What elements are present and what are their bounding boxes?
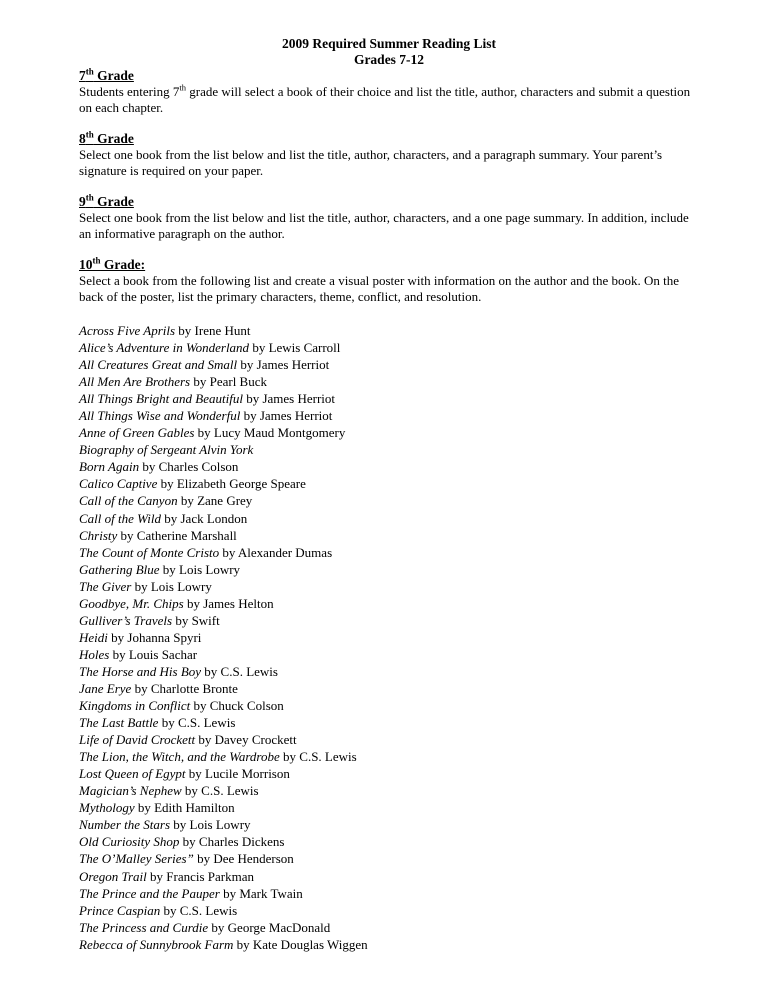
book-author: by Charlotte Bronte [131,680,238,696]
book-list-item [79,902,699,919]
grade-suffix: th [179,82,187,93]
book-title: Jane Erye [79,680,132,696]
book-title: The O’Malley Series” [79,851,194,867]
book-author: by Davey Crockett [195,732,297,748]
book-title: Biography of Sergeant Alvin York [79,442,254,458]
grade-number: 8 [79,131,86,146]
book-title: The Prince and the Pauper [79,885,220,901]
book-list-item [79,492,699,509]
book-title: Across Five Aprils [79,323,176,338]
book-list-item [79,833,699,850]
book-author: by Francis Parkman [146,868,255,884]
book-title: Heidi [79,629,108,645]
book-list-item [79,441,699,458]
book-list-item [79,765,699,782]
book-title: Born Again [79,459,140,475]
book-list-item [79,561,699,578]
book-list-item [79,697,699,714]
section-grade-8 [79,131,699,179]
book-author: by C.S. Lewis [160,902,238,918]
grade-label: Grade [93,131,134,146]
grade-8-heading [79,131,699,147]
book-list-item [79,407,699,424]
book-title: Anne of Green Gables [79,425,195,441]
book-title: Magician’s Nephew [79,783,182,799]
book-title: Prince Caspian [79,902,161,918]
book-author: by C.S. Lewis [181,783,259,799]
grade-number: 7 [79,68,86,83]
book-title: Lost Queen of Egypt [79,766,186,782]
book-title: Christy [79,527,118,543]
grade-9-instructions: Select one book from the list below and list the title, author, characters, and a one page summary. In addition, include an informative paragraph on the author. [79,210,689,241]
book-author: by Alexander Dumas [219,544,333,560]
book-list-item [79,646,699,663]
book-list-item [79,510,699,527]
grade-9-heading [79,194,699,210]
book-author: by George MacDonald [208,919,331,935]
book-title: The Last Battle [79,715,159,731]
book-list-item [79,424,699,441]
book-list-item [79,373,699,390]
book-list-item [79,578,699,595]
book-list-item [79,356,699,373]
book-author: by Kate Douglas Wiggen [233,936,368,952]
book-list-item [79,339,699,356]
book-title: Old Curiosity Shop [79,834,180,850]
book-author: by James Herriot [240,408,333,424]
book-author: by Louis Sachar [109,646,198,662]
title-block [79,36,699,68]
page-title: 2009 Required Summer Reading List [281,36,497,51]
grade-7-instructions [79,84,699,116]
book-title: All Things Bright and Beautiful [79,391,243,407]
book-author: by Mark Twain [219,885,303,901]
book-author: by C.S. Lewis [279,749,357,765]
grade-number: 9 [79,194,86,209]
book-author: by Lois Lowry [131,578,212,594]
book-title: Mythology [79,800,135,816]
book-author: by Charles Dickens [179,834,285,850]
book-list-item [79,663,699,680]
book-list-item [79,612,699,629]
page-subtitle: Grades 7-12 [353,52,425,67]
book-list-item [79,595,699,612]
book-author: by Lois Lowry [170,817,251,833]
book-title: Alice’s Adventure in Wonderland [79,340,250,356]
book-author: by James Helton [183,595,274,611]
book-author: by Lucile Morrison [185,766,290,782]
book-list-item [79,544,699,561]
book-title: Call of the Canyon [79,493,178,509]
grade-7-heading [79,68,699,84]
book-author: by James Herriot [242,391,336,407]
book-author: by C.S. Lewis [158,715,236,731]
book-author: by James Herriot [237,357,330,373]
book-author: by Edith Hamilton [134,800,235,816]
section-grade-9 [79,194,699,242]
book-author: by Chuck Colson [190,698,284,714]
grade-suffix: th [85,66,94,77]
book-title: The Lion, the Witch, and the Wardrobe [79,749,280,765]
document-page [79,36,699,953]
book-title: The Horse and His Boy [79,663,202,679]
book-author: by Zane Grey [177,493,253,509]
grade-label: Grade [93,194,134,209]
book-list [79,322,699,953]
book-title: Kingdoms in Conflict [79,698,191,714]
book-title: The Princess and Curdie [79,919,209,935]
book-title: Number the Stars [79,817,170,833]
book-title: Rebecca of Sunnybrook Farm [79,936,234,952]
book-title: All Creatures Great and Small [79,357,238,373]
book-author: by Elizabeth George Speare [157,476,306,492]
book-list-item [79,850,699,867]
instruction-text: Students entering 7 [79,84,180,99]
book-author: by Swift [172,612,220,628]
grade-10-heading [79,257,699,273]
book-author: by Charles Colson [139,459,239,475]
instruction-text: grade will select a book of their choice and list the title, author, characters and submit a question on each chapter. [79,84,691,115]
book-author: by Johanna Spyri [107,629,202,645]
book-author: by Lucy Maud Montgomery [194,425,346,441]
book-author: by Dee Henderson [193,851,294,867]
book-title: The Giver [79,578,132,594]
book-list-item [79,919,699,936]
book-title: Oregon Trail [79,868,147,884]
grade-suffix: th [85,129,94,140]
book-list-item [79,680,699,697]
book-title: Holes [79,646,110,662]
book-title: Calico Captive [79,476,158,492]
grade-number: 10 [79,257,93,272]
book-list-item [79,748,699,765]
book-list-item [79,629,699,646]
grade-label: Grade [93,68,134,83]
book-author: by Lois Lowry [159,561,241,577]
book-list-item [79,475,699,492]
book-title: All Men Are Brothers [79,374,191,390]
book-title: Call of the Wild [79,510,161,526]
book-title: Life of David Crockett [79,732,196,748]
book-author: by Irene Hunt [175,323,251,338]
book-list-item [79,322,699,339]
grade-10-instructions: Select a book from the following list and create a visual poster with information on the author and the book. On the back of the poster, list the primary characters, theme, conflict, and resolution. [79,273,680,304]
book-list-item [79,458,699,475]
book-list-item [79,885,699,902]
section-grade-10 [79,257,699,305]
section-grade-7 [79,68,699,116]
book-title: Gathering Blue [79,561,160,577]
grade-suffix: th [92,255,101,266]
book-list-item [79,390,699,407]
book-author: by Lewis Carroll [249,340,341,356]
book-title: All Things Wise and Wonderful [79,408,241,424]
book-list-item [79,936,699,953]
book-list-item [79,714,699,731]
grade-label: Grade: [100,257,146,272]
grade-suffix: th [85,192,94,203]
book-list-item [79,731,699,748]
book-title: The Count of Monte Cristo [79,544,220,560]
book-author: by Pearl Buck [190,374,267,390]
book-author: by C.S. Lewis [201,663,278,679]
book-author: by Catherine Marshall [117,527,237,543]
book-title: Gulliver’s Travels [79,612,173,628]
book-list-item [79,782,699,799]
book-list-item [79,816,699,833]
book-list-item [79,868,699,885]
book-author: by Jack London [160,510,248,526]
book-list-item [79,799,699,816]
book-list-item [79,527,699,544]
grade-8-instructions: Select one book from the list below and list the title, author, characters, and a paragraph summary. Your parent’s signature is required on your paper. [79,147,663,178]
book-title: Goodbye, Mr. Chips [79,595,184,611]
